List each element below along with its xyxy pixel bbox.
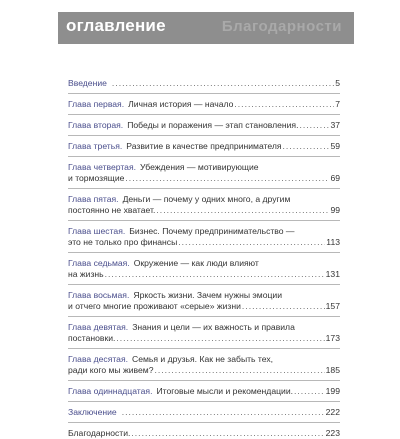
chapter-label: Глава пятая. xyxy=(68,194,119,204)
chapter-title: Деньги — почему у одних много, а другим xyxy=(122,194,291,204)
dot-leader xyxy=(242,301,325,312)
toc-line xyxy=(68,386,340,397)
toc-entry[interactable] xyxy=(68,120,340,131)
toc-line xyxy=(68,226,340,237)
dot-leader xyxy=(154,365,324,376)
toc-entry[interactable] xyxy=(68,194,340,216)
page-number: 113 xyxy=(326,237,340,247)
dot-leader xyxy=(283,141,330,152)
chapter-title-continued: ради кого мы живем? xyxy=(68,365,154,375)
dot-leader xyxy=(125,173,329,184)
divider xyxy=(68,114,340,115)
chapter-title-continued: постоянно не хватает. xyxy=(68,205,156,215)
toc-line xyxy=(68,301,340,312)
chapter-title-continued: постановки. xyxy=(68,333,116,343)
chapter-label: Глава восьмая. xyxy=(68,290,130,300)
chapter-title: Бизнес. Почему предпринимательство — xyxy=(129,226,295,236)
chapter-title: Развитие в качестве предпринимателя xyxy=(126,141,282,151)
toc-line xyxy=(68,354,340,365)
chapter-title: Семья и друзья. Как не забыть тех, xyxy=(132,354,274,364)
chapter-label: Глава третья. xyxy=(68,141,123,151)
chapter-label: Благодарности. xyxy=(68,428,131,438)
header-bar xyxy=(58,12,354,44)
toc-line xyxy=(68,173,340,184)
chapter-title-continued: это не только про финансы xyxy=(68,237,178,247)
page-number: 37 xyxy=(330,120,340,130)
toc-line xyxy=(68,120,340,131)
chapter-label: Введение xyxy=(68,78,107,88)
page-number: 131 xyxy=(325,269,340,279)
toc-entry[interactable] xyxy=(68,322,340,344)
toc-line xyxy=(68,322,340,333)
toc-entry[interactable] xyxy=(68,386,340,397)
toc-line xyxy=(68,237,340,248)
chapter-label: Глава вторая. xyxy=(68,120,124,130)
toc-line xyxy=(68,290,340,301)
page-number: 99 xyxy=(330,205,340,215)
ghost-heading: Благодарности xyxy=(221,18,342,35)
chapter-label: Глава седьмая. xyxy=(68,258,130,268)
dot-leader xyxy=(112,78,334,89)
chapter-title: Личная история — начало xyxy=(128,99,234,109)
page-number: 5 xyxy=(335,78,340,88)
toc-entry[interactable] xyxy=(68,162,340,184)
chapter-label: Глава шестая. xyxy=(68,226,126,236)
divider xyxy=(68,348,340,349)
chapter-label: Глава четвертая. xyxy=(68,162,137,172)
chapter-title-continued: и тормозящие xyxy=(68,173,125,183)
toc-entry[interactable] xyxy=(68,141,340,152)
page-number: 185 xyxy=(325,365,340,375)
dot-leader xyxy=(116,333,324,344)
chapter-title-continued: и отчего многие проживают «серые» жизни xyxy=(68,301,241,311)
divider xyxy=(68,220,340,221)
divider xyxy=(68,156,340,157)
divider xyxy=(68,401,340,402)
chapter-label: Глава девятая. xyxy=(68,322,129,332)
toc-line xyxy=(68,194,340,205)
divider xyxy=(68,422,340,423)
chapter-label: Заключение xyxy=(68,407,117,417)
dot-leader xyxy=(234,99,334,110)
toc-entry[interactable] xyxy=(68,290,340,312)
toc-line xyxy=(68,205,340,216)
chapter-title-continued: на жизнь xyxy=(68,269,104,279)
toc-line xyxy=(68,99,340,110)
page-number: 59 xyxy=(330,141,340,151)
toc-entry[interactable] xyxy=(68,78,340,89)
divider xyxy=(68,188,340,189)
dot-leader xyxy=(178,237,325,248)
divider xyxy=(68,284,340,285)
page-number: 157 xyxy=(325,301,340,311)
divider xyxy=(68,93,340,94)
toc-line xyxy=(68,141,340,152)
toc-line xyxy=(68,162,340,173)
toc-line xyxy=(68,428,340,439)
chapter-title: Победы и поражения — этап становления. xyxy=(127,120,299,130)
page-number: 7 xyxy=(335,99,340,109)
chapter-title: Убеждения — мотивирующие xyxy=(140,162,259,172)
divider xyxy=(68,252,340,253)
toc-line xyxy=(68,365,340,376)
divider xyxy=(68,135,340,136)
table-of-contents xyxy=(68,78,340,439)
page-number: 223 xyxy=(325,428,340,438)
chapter-title: Яркость жизни. Зачем нужны эмоции xyxy=(133,290,283,300)
toc-line xyxy=(68,269,340,280)
toc-line xyxy=(68,258,340,269)
toc-line xyxy=(68,78,340,89)
dot-leader xyxy=(294,386,325,397)
dot-leader xyxy=(105,269,325,280)
divider xyxy=(68,316,340,317)
dot-leader xyxy=(122,407,325,418)
dot-leader xyxy=(156,205,329,216)
page-number: 69 xyxy=(330,173,340,183)
dot-leader xyxy=(131,428,324,439)
page-title: оглавление xyxy=(66,16,166,35)
chapter-label: Глава одиннадцатая. xyxy=(68,386,153,396)
chapter-title: Итоговые мысли и рекомендации. xyxy=(156,386,294,396)
toc-entry[interactable] xyxy=(68,428,340,439)
toc-entry[interactable] xyxy=(68,407,340,418)
chapter-label: Глава десятая. xyxy=(68,354,129,364)
toc-entry[interactable] xyxy=(68,354,340,376)
toc-line xyxy=(68,333,340,344)
divider xyxy=(68,380,340,381)
toc-entry[interactable] xyxy=(68,258,340,280)
chapter-label: Глава первая. xyxy=(68,99,125,109)
toc-line xyxy=(68,407,340,418)
page-number: 222 xyxy=(325,407,340,417)
toc-entry[interactable] xyxy=(68,99,340,110)
dot-leader xyxy=(299,120,329,131)
toc-entry[interactable] xyxy=(68,226,340,248)
chapter-title: Знания и цели — их важность и правила xyxy=(132,322,295,332)
page-number: 199 xyxy=(325,386,340,396)
page-number: 173 xyxy=(325,333,340,343)
chapter-title: Окружение — как люди влияют xyxy=(133,258,259,268)
